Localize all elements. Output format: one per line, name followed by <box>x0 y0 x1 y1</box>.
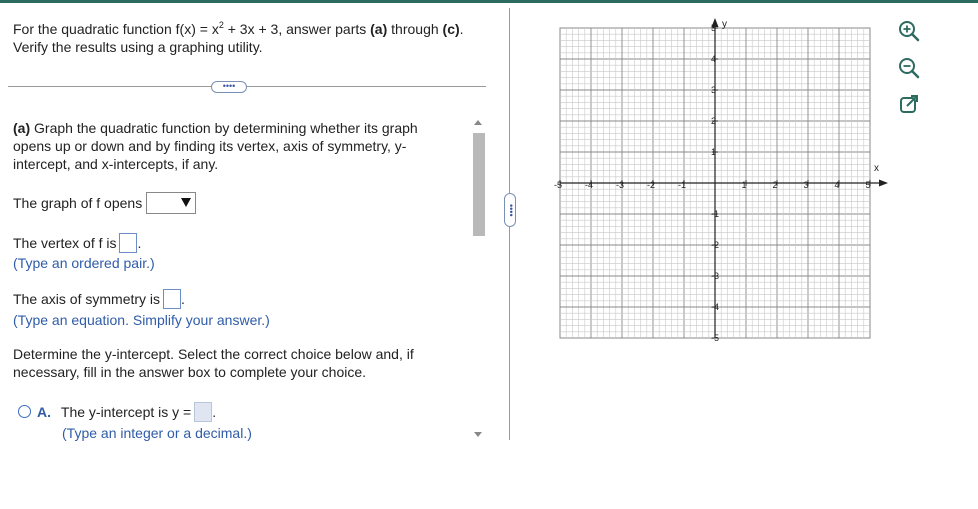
question-scrollbar[interactable] <box>471 116 487 442</box>
x-tick-label: -1 <box>677 180 687 190</box>
part-a-line3: intercept, and x-intercepts, if any. <box>13 156 219 172</box>
dropdown-arrow-icon <box>181 198 191 207</box>
y-tick-label: 3 <box>711 85 717 95</box>
part-a-instructions <box>13 119 443 173</box>
x-axis-label: x <box>874 163 879 174</box>
y-tick-label: 2 <box>711 116 717 126</box>
zoom-in-icon[interactable] <box>898 20 920 42</box>
option-a-period: . <box>212 404 217 420</box>
problem-verify-text: Verify the results using a graphing utility. <box>13 39 263 55</box>
y-tick-label: -3 <box>711 271 720 281</box>
yint-line2: necessary, fill in the answer box to complete your choice. <box>13 364 367 380</box>
opens-label: The graph of f opens <box>13 195 143 211</box>
problem-text: For the quadratic function f(x) = x <box>13 21 219 37</box>
opens-row <box>13 192 196 214</box>
x-tick-label: 3 <box>803 180 809 190</box>
y-tick-label: -2 <box>711 240 720 250</box>
vertex-answer-box[interactable] <box>119 233 137 253</box>
option-a-row[interactable] <box>18 402 216 422</box>
part-a-line1: Graph the quadratic function by determining whether its graph <box>30 120 418 136</box>
zoom-out-icon[interactable] <box>898 57 920 79</box>
part-c-ref: (c) <box>442 21 460 37</box>
x-tick-label: -4 <box>584 180 594 190</box>
vertex-label: The vertex of f is <box>13 235 117 251</box>
coordinate-grid[interactable] <box>550 18 890 358</box>
scroll-down-icon[interactable] <box>474 432 482 437</box>
part-a-ref: (a) <box>370 21 388 37</box>
vertex-period: . <box>137 235 142 251</box>
yint-answer-box[interactable] <box>194 402 212 422</box>
x-tick-label: -2 <box>646 180 656 190</box>
x-tick-label: -3 <box>615 180 625 190</box>
through-text: through <box>387 21 443 37</box>
y-tick-label: -1 <box>711 209 720 219</box>
y-tick-label: -5 <box>711 333 720 343</box>
popout-icon[interactable] <box>898 93 920 115</box>
yint-instructions <box>13 345 453 381</box>
y-axis-label: y <box>722 19 727 30</box>
y-tick-label: 4 <box>711 54 717 64</box>
exponent: 2 <box>218 20 224 30</box>
section-divider <box>8 86 486 87</box>
question-panel <box>0 3 490 509</box>
axis-hint: (Type an equation. Simplify your answer.) <box>13 312 270 328</box>
x-tick-label: 2 <box>772 180 778 190</box>
vertex-hint: (Type an ordered pair.) <box>13 255 155 271</box>
question-scroll-area[interactable] <box>0 113 470 443</box>
problem-statement <box>13 20 483 56</box>
period: . <box>459 21 464 37</box>
x-tick-label: 5 <box>865 180 871 190</box>
option-a-letter: A. <box>37 404 51 420</box>
scroll-thumb[interactable] <box>473 133 485 236</box>
y-tick-label: 5 <box>711 23 717 33</box>
scroll-up-icon[interactable] <box>474 120 482 125</box>
expand-more-button[interactable]: •••• <box>211 81 247 93</box>
axis-answer-box[interactable] <box>163 289 181 309</box>
x-tick-label: 1 <box>741 180 747 190</box>
y-tick-label: -4 <box>711 302 720 312</box>
splitter-handle[interactable]: •••• <box>504 193 516 227</box>
axis-row <box>13 289 185 309</box>
x-axis-arrow-icon <box>879 180 888 187</box>
option-a-hint: (Type an integer or a decimal.) <box>62 425 252 441</box>
axis-period: . <box>181 291 185 307</box>
option-a-label: The y-intercept is y = <box>60 404 192 420</box>
part-a-label: (a) <box>13 120 31 136</box>
part-a-line2: opens up or down and by finding its vertex, axis of symmetry, y- <box>13 138 407 154</box>
opens-dropdown[interactable] <box>146 192 196 214</box>
x-tick-label: 4 <box>834 180 840 190</box>
x-tick-label: -5 <box>553 180 563 190</box>
y-tick-label: 1 <box>711 147 717 157</box>
option-a-radio[interactable] <box>18 405 31 418</box>
problem-text-2: + 3x + 3, answer parts <box>223 21 371 37</box>
axis-label: The axis of symmetry is <box>13 291 161 307</box>
vertex-row <box>13 233 141 253</box>
yint-line1: Determine the y-intercept. Select the correct choice below and, if <box>13 346 414 362</box>
